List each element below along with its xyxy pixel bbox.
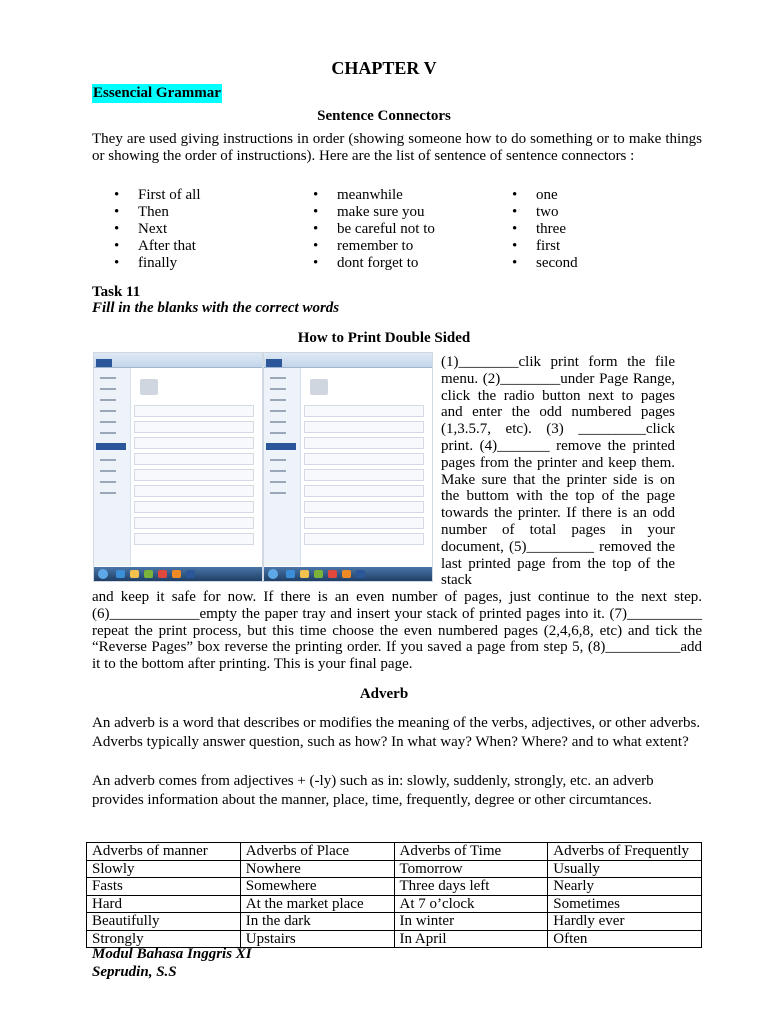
print-screenshot-right <box>263 352 433 582</box>
task-side-text: (1)________clik print form the file menu. (2)________under Page Range, click the radio button next to pages and enter the odd numbered pages (1,3.5.7, etc). (3) _________click print. (4)_______ remove the printed pages from the printer and keep them. Make sure that the printer side is on the buttom with the top of the page towards the printer. If there is an odd number of total pages in your document, (5)_________ removed the last printed page from the top of the stack <box>441 354 675 589</box>
table-cell: Strongly <box>87 930 241 948</box>
list-item: • two <box>490 204 690 221</box>
table-cell: Fasts <box>87 878 241 896</box>
connectors-heading: Sentence Connectors <box>317 108 451 124</box>
list-item: • second <box>490 255 690 272</box>
adverb-para-2: An adverb comes from adjectives + (-ly) such as in: slowly, suddenly, strongly, etc. an adverb provides information about the manner, place, time, frequently, degree or other circumtances. <box>92 773 654 808</box>
table-row <box>87 860 702 878</box>
task-full-text: and keep it safe for now. If there is an even number of pages, just continue to the next step. (6)____________empty the paper tray and insert your stack of printed pages into it. (7)__________ repeat the print process, but this time choose the even numbered pages (2,4,6,8, etc) and tick the “Reverse Pages” box reverse the printing order. If you saved a page from step 5, (8)__________add it to the bottom after printing. This is your final page. <box>92 589 702 673</box>
table-cell: In the dark <box>240 913 394 931</box>
table-cell: Nowhere <box>240 860 394 878</box>
list-item: • finally <box>92 255 292 272</box>
connector-list-2 <box>291 187 491 272</box>
table-header: Adverbs of manner <box>87 843 241 861</box>
list-item: • meanwhile <box>291 187 491 204</box>
list-item: • be careful not to <box>291 221 491 238</box>
section-highlight: Essencial Grammar <box>93 85 221 101</box>
adverb-para-1: An adverb is a word that describes or modifies the meaning of the verbs, adjectives, or other adverbs. Adverbs typically answer question, such as how? In what way? When? Where? and to what extent? <box>92 715 701 750</box>
table-cell: Beautifully <box>87 913 241 931</box>
connector-list-1 <box>92 187 292 272</box>
table-cell: Nearly <box>548 878 702 896</box>
table-row <box>87 895 702 913</box>
footer-module: Modul Bahasa Inggris XI <box>92 946 252 962</box>
list-item: • dont forget to <box>291 255 491 272</box>
connectors-intro: They are used giving instructions in order (showing someone how to do something or to make things or showing the order of instructions). Here are the list of sentence of sentence connectors : <box>92 131 702 164</box>
table-header: Adverbs of Time <box>394 843 548 861</box>
task-instruction: Fill in the blanks with the correct words <box>92 300 340 316</box>
list-item: • After that <box>92 238 292 255</box>
table-cell: Hard <box>87 895 241 913</box>
table-cell: Tomorrow <box>394 860 548 878</box>
table-row <box>87 930 702 948</box>
table-cell: At 7 o’clock <box>394 895 548 913</box>
list-item: • Next <box>92 221 292 238</box>
list-item: • first <box>490 238 690 255</box>
task-title: Task 11 <box>92 284 141 300</box>
list-item: • First of all <box>92 187 292 204</box>
list-item: • one <box>490 187 690 204</box>
footer-author: Seprudin, S.S <box>92 964 177 980</box>
chapter-title: CHAPTER V <box>331 58 437 78</box>
list-item: • remember to <box>291 238 491 255</box>
table-cell: Somewhere <box>240 878 394 896</box>
table-row <box>87 913 702 931</box>
table-cell: Often <box>548 930 702 948</box>
connector-list-3 <box>490 187 690 272</box>
adverb-table <box>86 842 702 948</box>
print-screenshot-left <box>93 352 263 582</box>
table-header: Adverbs of Place <box>240 843 394 861</box>
list-item: • Then <box>92 204 292 221</box>
table-cell: Slowly <box>87 860 241 878</box>
table-cell: Sometimes <box>548 895 702 913</box>
table-row <box>87 878 702 896</box>
list-item: • make sure you <box>291 204 491 221</box>
table-cell: Three days left <box>394 878 548 896</box>
table-cell: Hardly ever <box>548 913 702 931</box>
table-cell: In April <box>394 930 548 948</box>
table-cell: In winter <box>394 913 548 931</box>
table-cell: Upstairs <box>240 930 394 948</box>
table-cell: At the market place <box>240 895 394 913</box>
table-cell: Usually <box>548 860 702 878</box>
table-header: Adverbs of Frequently <box>548 843 702 861</box>
task-heading: How to Print Double Sided <box>297 330 471 346</box>
adverb-heading: Adverb <box>359 686 409 702</box>
list-item: • three <box>490 221 690 238</box>
table-header-row <box>87 843 702 861</box>
